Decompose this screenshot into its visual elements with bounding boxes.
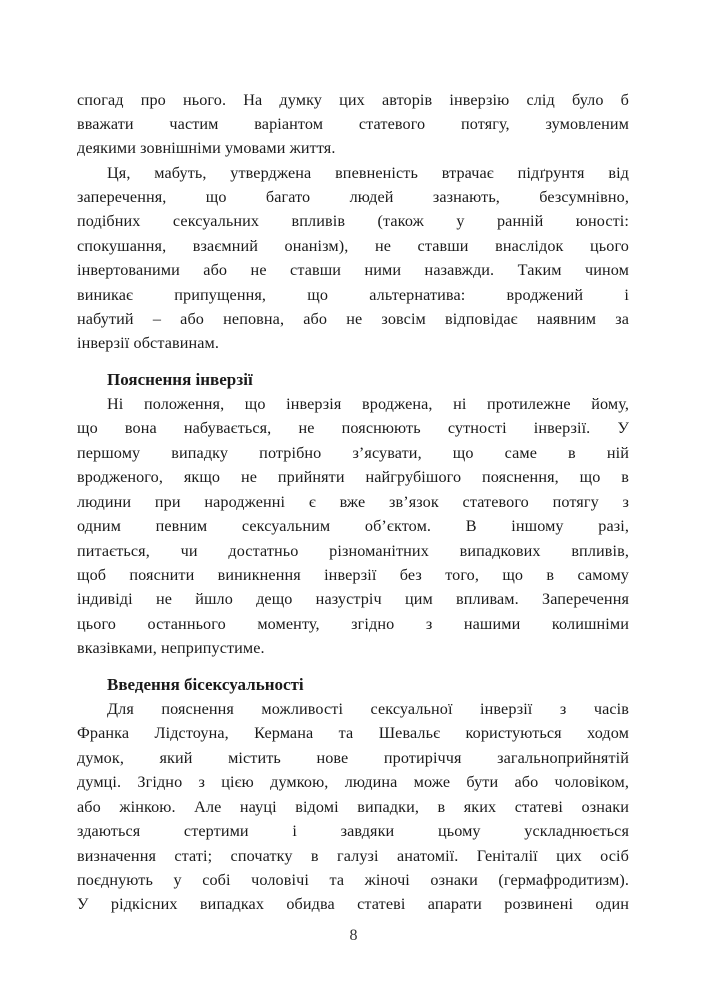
text-line: набутий – або неповна, або не зовсім відповідає наявним за (77, 310, 629, 328)
text-line: першому випадку потрібно з’ясувати, що саме в ній (77, 444, 629, 462)
text-line: виникає припущення, що альтернатива: вроджений і (77, 286, 629, 304)
text-line: подібних сексуальних впливів (також у ранній юності: (77, 212, 629, 230)
text-line: здаються стертими і завдяки цьому ускладнюється (77, 822, 629, 840)
text-line: визначення статі; спочатку в галузі анатомії. Геніталії цих осіб (77, 847, 629, 865)
text-line: У рідкісних випадках обидва статеві апарати розвинені один (77, 895, 629, 913)
text-line: одним певним сексуальним об’єктом. В іншому разі, (77, 517, 629, 535)
text-line: поєднують у собі чоловічі та жіночі ознаки (гермафродитизм). (77, 871, 629, 889)
text-line: вважати частим варіантом статевого потягу, зумовленим (77, 115, 629, 133)
text-line: Ні положення, що інверзія вроджена, ні протилежне йому, (107, 395, 629, 413)
text-line: думці. Згідно з цією думкою, людина може бути або чоловіком, (77, 773, 629, 791)
text-line: Франка Лідстоуна, Кермана та Шевальє користуються ходом (77, 724, 629, 742)
text-line: людини при народженні є вже зв’язок статевого потягу з (77, 493, 629, 511)
text-line: спогад про нього. На думку цих авторів інверзію слід було б (77, 91, 629, 109)
text-line: спокушання, взаємний онанізм), не ставши внаслідок цього (77, 237, 629, 255)
text-line: щоб пояснити виникнення інверзії без того, що в самому (77, 566, 629, 584)
page-number: 8 (349, 927, 358, 944)
text-line: цього останнього моменту, згідно з нашими колишніми (77, 615, 629, 633)
text-line: думок, який містить нове протиріччя загальноприйнятій (77, 749, 629, 767)
text-line: вказівками, неприпустиме. (77, 639, 265, 657)
text-line: що вона набувається, не пояснюють сутності інверзії. У (77, 419, 629, 437)
text-line: заперечення, що багато людей зазнають, безсумнівно, (77, 188, 629, 206)
section-heading: Пояснення інверзії (107, 370, 253, 389)
text-line: або жінкою. Але науці відомі випадки, в яких статеві ознаки (77, 798, 629, 816)
text-line: Для пояснення можливості сексуальної інверзії з часів (107, 700, 629, 718)
text-line: питається, чи достатньо різноманітних випадкових впливів, (77, 542, 629, 560)
text-line: вродженого, якщо не прийняти найгрубішого пояснення, що в (77, 468, 629, 486)
text-line: Ця, мабуть, утверджена впевненість втрачає підґрунтя від (107, 164, 629, 182)
text-line: інвертованими або не ставши ними назавжди. Таким чином (77, 261, 629, 279)
text-line: деякими зовнішніми умовами життя. (77, 139, 336, 157)
text-line: інверзії обставинам. (77, 334, 220, 352)
text-line: індивіді не йшло дещо назустріч цим впливам. Заперечення (77, 590, 629, 608)
section-heading: Введення бісексуальності (107, 675, 304, 694)
